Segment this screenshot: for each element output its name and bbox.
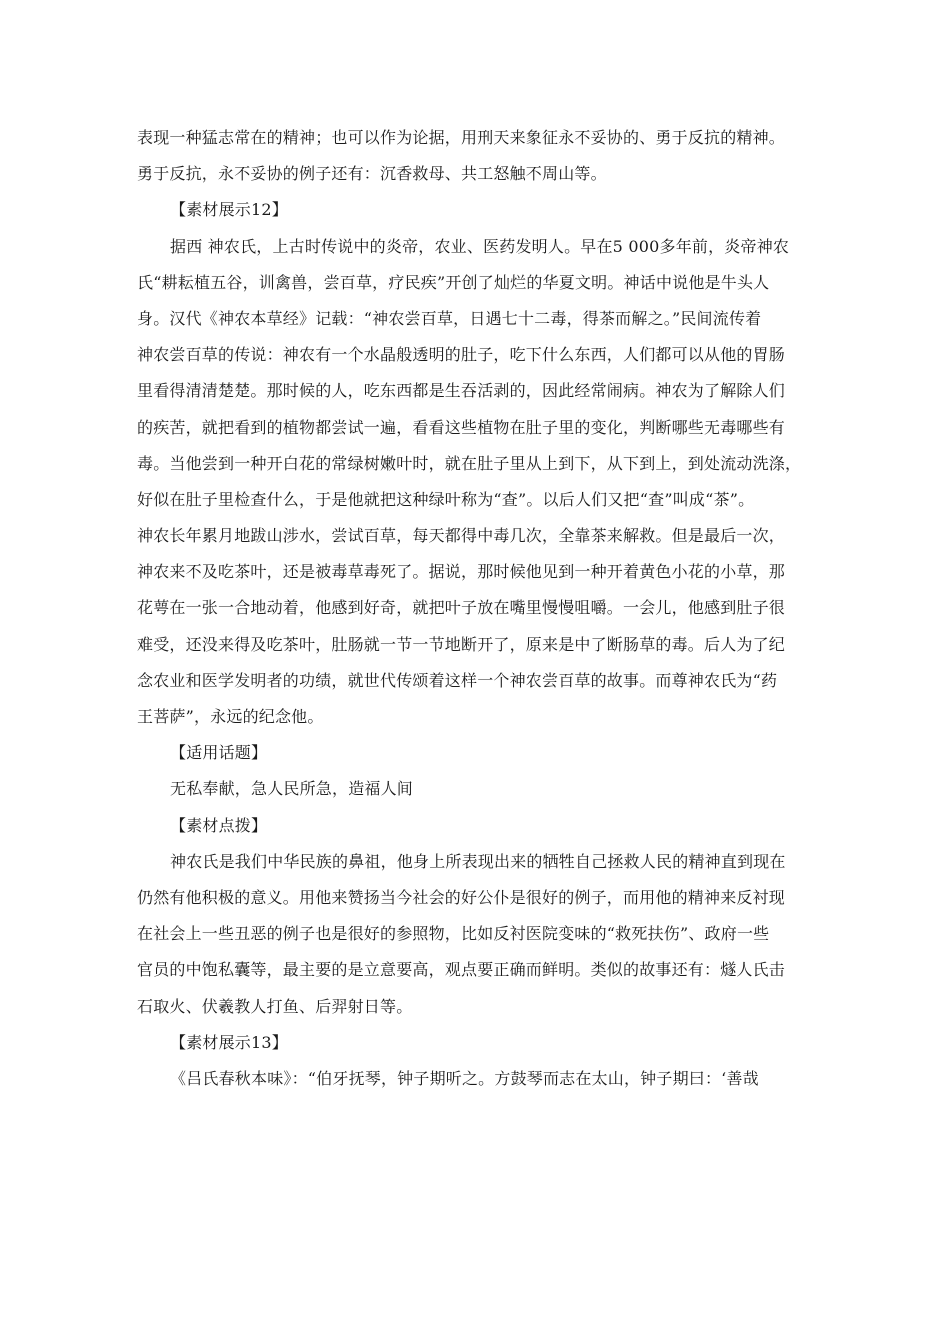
guidance-line: 官员的中饱私囊等，最主要的是立意要高，观点要正确而鲜明。类似的故事还有：燧人氏击 bbox=[137, 960, 786, 980]
material-12-line: 花萼在一张一合地动着，他感到好奇，就把叶子放在嘴里慢慢咀嚼。一会儿，他感到肚子很 bbox=[137, 598, 786, 618]
material-12-line: 身。汉代《神农本草经》记载：“神农尝百草，日遇七十二毒，得茶而解之。”民间流传着 bbox=[137, 308, 762, 328]
material-12-line: 好似在肚子里检查什么，于是他就把这种绿叶称为“查”。以后人们又把“查”叫成“茶”。 bbox=[137, 489, 755, 509]
carryover-line-1: 表现一种猛志常在的精神；也可以作为论据，用刑天来象征永不妥协的、勇于反抗的精神。 bbox=[137, 128, 786, 147]
material-12-line: 氏“耕耘植五谷，训禽兽，尝百草，疗民疾”开创了灿烂的华夏文明。神话中说他是牛头人 bbox=[137, 272, 770, 292]
material-12-line: 的疾苦，就把看到的植物都尝试一遍，看看这些植物在肚子里的变化，判断哪些无毒哪些有 bbox=[137, 417, 786, 437]
material-12-line: 王菩萨”，永远的纪念他。 bbox=[137, 707, 324, 726]
guidance-line: 神农氏是我们中华民族的鼻祖，他身上所表现出来的牺牲自己拯救人民的精神直到现在 bbox=[170, 851, 786, 871]
carryover-line-2: 勇于反抗，永不妥协的例子还有：沉香救母、共工怒触不周山等。 bbox=[137, 164, 607, 184]
material-12-line: 神农尝百草的传说：神农有一个水晶般透明的肚子，吃下什么东西，人们都可以从他的胃肠 bbox=[137, 345, 786, 365]
guidance-line: 石取火、伏羲教人打鱼、后羿射日等。 bbox=[137, 996, 413, 1016]
guidance-line: 仍然有他积极的意义。用他来赞扬当今社会的好公仆是很好的例子，而用他的精神来反衬现 bbox=[137, 887, 786, 907]
material-12-line: 念农业和医学发明者的功绩，就世代传颂着这样一个神农尝百草的故事。而尊神农氏为“药 bbox=[137, 670, 778, 690]
topics-line: 无私奉献，急人民所急，造福人间 bbox=[170, 779, 414, 799]
document-page bbox=[137, 120, 827, 1097]
material-12-line: 神农来不及吃茶叶，还是被毒草毒死了。据说，那时候他见到一种开着黄色小花的小草，那 bbox=[137, 562, 786, 582]
material-12-line: 据西 神农氏，上古时传说中的炎帝，农业、医药发明人。早在5 000多年前，炎帝神农 bbox=[170, 236, 790, 256]
guidance-line: 在社会上一些丑恶的例子也是很好的参照物，比如反衬医院变味的“救死扶伤”、政府一些 bbox=[137, 924, 770, 944]
material-12-line: 毒。当他尝到一种开白花的常绿树嫩叶时，就在肚子里从上到下，从下到上，到处流动洗涤， bbox=[137, 453, 802, 473]
material-12-line: 神农长年累月地跋山涉水，尝试百草，每天都得中毒几次，全靠茶来解救。但是最后一次， bbox=[137, 526, 786, 546]
material-12-line: 难受，还没来得及吃茶叶，肚肠就一节一节地断开了，原来是中了断肠草的毒。后人为了纪 bbox=[137, 634, 786, 654]
section-heading-material-13: 【素材展示13】 bbox=[170, 1032, 288, 1052]
material-12-line: 里看得清清楚楚。那时候的人，吃东西都是生吞活剥的，因此经常闹病。神农为了解除人们 bbox=[137, 381, 786, 401]
section-heading-guidance: 【素材点拨】 bbox=[170, 815, 268, 835]
section-heading-topics: 【适用话题】 bbox=[170, 743, 268, 763]
material-13-line: 《吕氏春秋本味》：“伯牙抚琴，钟子期听之。方鼓琴而志在太山，钟子期曰：‘善哉 bbox=[170, 1068, 759, 1088]
section-heading-material-12: 【素材展示12】 bbox=[170, 200, 288, 220]
